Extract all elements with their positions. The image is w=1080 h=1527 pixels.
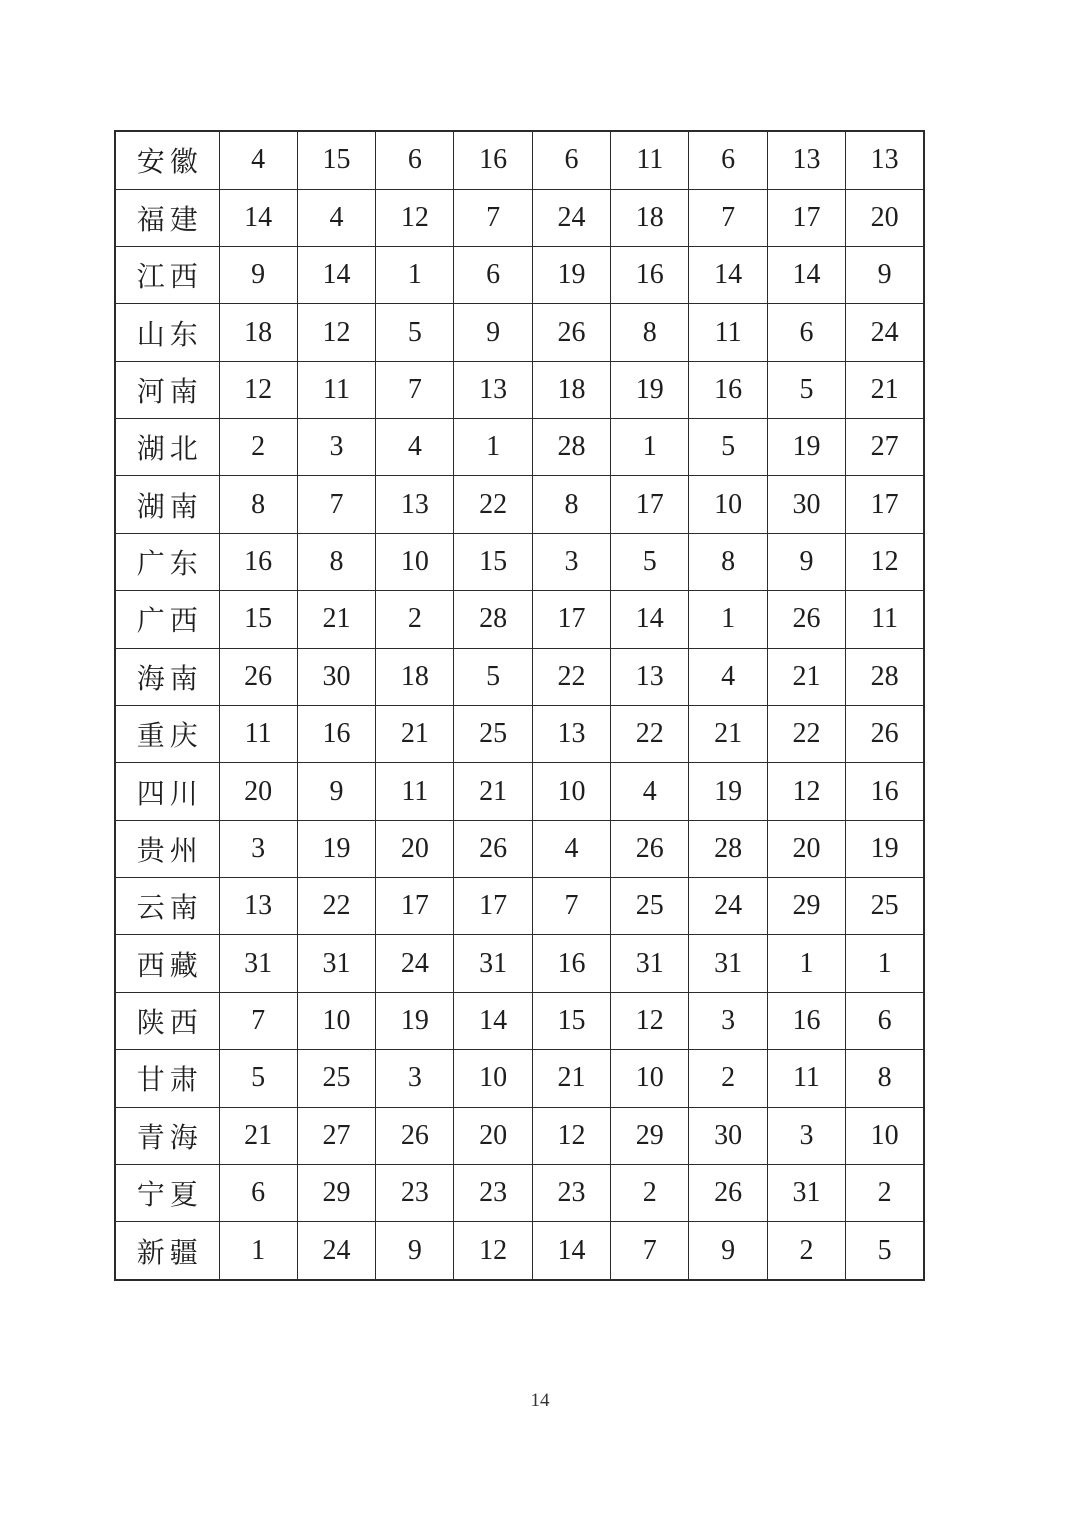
value-cell: 12 <box>376 189 454 246</box>
value-cell: 11 <box>689 304 767 361</box>
value-cell: 9 <box>454 304 532 361</box>
table-row <box>115 476 924 533</box>
province-label: 宁夏 <box>115 1164 219 1221</box>
value-cell: 7 <box>376 361 454 418</box>
value-cell: 1 <box>689 591 767 648</box>
value-cell: 12 <box>454 1222 532 1280</box>
value-cell: 28 <box>689 820 767 877</box>
value-cell: 31 <box>454 935 532 992</box>
value-cell: 21 <box>767 648 845 705</box>
value-cell: 9 <box>297 763 375 820</box>
value-cell: 2 <box>611 1164 689 1221</box>
value-cell: 23 <box>376 1164 454 1221</box>
value-cell: 12 <box>611 992 689 1049</box>
value-cell: 12 <box>219 361 297 418</box>
value-cell: 26 <box>376 1107 454 1164</box>
value-cell: 25 <box>297 1050 375 1107</box>
value-cell: 3 <box>376 1050 454 1107</box>
value-cell: 11 <box>219 705 297 762</box>
value-cell: 29 <box>767 878 845 935</box>
value-cell: 25 <box>611 878 689 935</box>
value-cell: 8 <box>219 476 297 533</box>
value-cell: 14 <box>689 246 767 303</box>
value-cell: 19 <box>532 246 610 303</box>
value-cell: 13 <box>846 131 924 189</box>
province-label: 广东 <box>115 533 219 590</box>
value-cell: 22 <box>767 705 845 762</box>
value-cell: 9 <box>376 1222 454 1280</box>
value-cell: 19 <box>846 820 924 877</box>
value-cell: 17 <box>454 878 532 935</box>
value-cell: 22 <box>611 705 689 762</box>
value-cell: 18 <box>219 304 297 361</box>
value-cell: 12 <box>297 304 375 361</box>
value-cell: 16 <box>532 935 610 992</box>
value-cell: 25 <box>454 705 532 762</box>
value-cell: 16 <box>454 131 532 189</box>
value-cell: 24 <box>297 1222 375 1280</box>
table-row <box>115 820 924 877</box>
province-label: 西藏 <box>115 935 219 992</box>
value-cell: 29 <box>297 1164 375 1221</box>
value-cell: 26 <box>611 820 689 877</box>
value-cell: 6 <box>532 131 610 189</box>
province-label: 广西 <box>115 591 219 648</box>
value-cell: 16 <box>767 992 845 1049</box>
table-body <box>115 131 924 1280</box>
value-cell: 20 <box>767 820 845 877</box>
value-cell: 6 <box>846 992 924 1049</box>
table-row <box>115 1164 924 1221</box>
value-cell: 24 <box>846 304 924 361</box>
table-row <box>115 533 924 590</box>
value-cell: 16 <box>846 763 924 820</box>
value-cell: 27 <box>846 419 924 476</box>
province-label: 福建 <box>115 189 219 246</box>
value-cell: 14 <box>611 591 689 648</box>
value-cell: 17 <box>532 591 610 648</box>
table-row <box>115 189 924 246</box>
value-cell: 8 <box>532 476 610 533</box>
value-cell: 19 <box>611 361 689 418</box>
value-cell: 31 <box>611 935 689 992</box>
value-cell: 24 <box>689 878 767 935</box>
value-cell: 15 <box>297 131 375 189</box>
value-cell: 19 <box>376 992 454 1049</box>
value-cell: 14 <box>767 246 845 303</box>
value-cell: 29 <box>611 1107 689 1164</box>
value-cell: 24 <box>532 189 610 246</box>
value-cell: 7 <box>532 878 610 935</box>
value-cell: 13 <box>611 648 689 705</box>
value-cell: 21 <box>846 361 924 418</box>
table-row <box>115 1222 924 1280</box>
table-row <box>115 1050 924 1107</box>
value-cell: 13 <box>767 131 845 189</box>
value-cell: 12 <box>767 763 845 820</box>
value-cell: 18 <box>376 648 454 705</box>
value-cell: 7 <box>219 992 297 1049</box>
value-cell: 13 <box>454 361 532 418</box>
value-cell: 13 <box>532 705 610 762</box>
value-cell: 20 <box>219 763 297 820</box>
value-cell: 20 <box>846 189 924 246</box>
value-cell: 3 <box>689 992 767 1049</box>
value-cell: 28 <box>846 648 924 705</box>
province-label: 甘肃 <box>115 1050 219 1107</box>
value-cell: 5 <box>376 304 454 361</box>
province-label: 湖南 <box>115 476 219 533</box>
value-cell: 21 <box>689 705 767 762</box>
value-cell: 15 <box>219 591 297 648</box>
value-cell: 27 <box>297 1107 375 1164</box>
value-cell: 26 <box>846 705 924 762</box>
value-cell: 18 <box>532 361 610 418</box>
province-label: 安徽 <box>115 131 219 189</box>
table-row <box>115 763 924 820</box>
value-cell: 17 <box>376 878 454 935</box>
province-label: 陕西 <box>115 992 219 1049</box>
table-row <box>115 361 924 418</box>
province-label: 贵州 <box>115 820 219 877</box>
value-cell: 25 <box>846 878 924 935</box>
value-cell: 5 <box>219 1050 297 1107</box>
value-cell: 13 <box>219 878 297 935</box>
value-cell: 21 <box>532 1050 610 1107</box>
province-label: 湖北 <box>115 419 219 476</box>
value-cell: 28 <box>454 591 532 648</box>
value-cell: 21 <box>454 763 532 820</box>
value-cell: 8 <box>689 533 767 590</box>
value-cell: 9 <box>219 246 297 303</box>
value-cell: 22 <box>532 648 610 705</box>
province-label: 青海 <box>115 1107 219 1164</box>
province-label: 山东 <box>115 304 219 361</box>
value-cell: 14 <box>454 992 532 1049</box>
value-cell: 11 <box>767 1050 845 1107</box>
value-cell: 10 <box>846 1107 924 1164</box>
table-row <box>115 419 924 476</box>
province-label: 四川 <box>115 763 219 820</box>
value-cell: 2 <box>376 591 454 648</box>
value-cell: 4 <box>219 131 297 189</box>
value-cell: 14 <box>297 246 375 303</box>
table-row <box>115 648 924 705</box>
value-cell: 4 <box>376 419 454 476</box>
value-cell: 16 <box>689 361 767 418</box>
value-cell: 24 <box>376 935 454 992</box>
value-cell: 7 <box>689 189 767 246</box>
value-cell: 10 <box>611 1050 689 1107</box>
table-row <box>115 304 924 361</box>
value-cell: 26 <box>767 591 845 648</box>
value-cell: 22 <box>297 878 375 935</box>
value-cell: 1 <box>376 246 454 303</box>
value-cell: 5 <box>846 1222 924 1280</box>
value-cell: 23 <box>454 1164 532 1221</box>
value-cell: 16 <box>219 533 297 590</box>
value-cell: 11 <box>611 131 689 189</box>
province-label: 海南 <box>115 648 219 705</box>
value-cell: 28 <box>532 419 610 476</box>
value-cell: 10 <box>454 1050 532 1107</box>
value-cell: 18 <box>611 189 689 246</box>
table-row <box>115 878 924 935</box>
value-cell: 1 <box>767 935 845 992</box>
value-cell: 26 <box>219 648 297 705</box>
value-cell: 8 <box>846 1050 924 1107</box>
province-label: 河南 <box>115 361 219 418</box>
value-cell: 17 <box>767 189 845 246</box>
value-cell: 5 <box>767 361 845 418</box>
value-cell: 4 <box>532 820 610 877</box>
value-cell: 23 <box>532 1164 610 1221</box>
table-row <box>115 131 924 189</box>
value-cell: 22 <box>454 476 532 533</box>
table-row <box>115 705 924 762</box>
value-cell: 14 <box>532 1222 610 1280</box>
value-cell: 31 <box>767 1164 845 1221</box>
value-cell: 10 <box>297 992 375 1049</box>
value-cell: 2 <box>219 419 297 476</box>
value-cell: 19 <box>767 419 845 476</box>
value-cell: 21 <box>219 1107 297 1164</box>
value-cell: 31 <box>689 935 767 992</box>
value-cell: 21 <box>297 591 375 648</box>
value-cell: 16 <box>297 705 375 762</box>
value-cell: 30 <box>767 476 845 533</box>
table-row <box>115 992 924 1049</box>
value-cell: 14 <box>219 189 297 246</box>
value-cell: 3 <box>219 820 297 877</box>
province-label: 云南 <box>115 878 219 935</box>
table-row <box>115 246 924 303</box>
table-row <box>115 935 924 992</box>
province-table <box>114 130 925 1281</box>
value-cell: 1 <box>454 419 532 476</box>
value-cell: 1 <box>611 419 689 476</box>
value-cell: 1 <box>846 935 924 992</box>
value-cell: 21 <box>376 705 454 762</box>
value-cell: 11 <box>297 361 375 418</box>
value-cell: 4 <box>611 763 689 820</box>
value-cell: 5 <box>454 648 532 705</box>
value-cell: 8 <box>611 304 689 361</box>
value-cell: 30 <box>689 1107 767 1164</box>
value-cell: 6 <box>767 304 845 361</box>
value-cell: 7 <box>297 476 375 533</box>
value-cell: 15 <box>454 533 532 590</box>
value-cell: 6 <box>219 1164 297 1221</box>
value-cell: 10 <box>376 533 454 590</box>
value-cell: 10 <box>532 763 610 820</box>
value-cell: 31 <box>297 935 375 992</box>
value-cell: 6 <box>454 246 532 303</box>
value-cell: 17 <box>846 476 924 533</box>
province-label: 新疆 <box>115 1222 219 1280</box>
value-cell: 26 <box>689 1164 767 1221</box>
value-cell: 30 <box>297 648 375 705</box>
value-cell: 2 <box>767 1222 845 1280</box>
value-cell: 2 <box>689 1050 767 1107</box>
value-cell: 3 <box>532 533 610 590</box>
value-cell: 4 <box>689 648 767 705</box>
province-label: 重庆 <box>115 705 219 762</box>
value-cell: 13 <box>376 476 454 533</box>
value-cell: 3 <box>297 419 375 476</box>
value-cell: 17 <box>611 476 689 533</box>
value-cell: 26 <box>454 820 532 877</box>
value-cell: 6 <box>376 131 454 189</box>
value-cell: 9 <box>767 533 845 590</box>
value-cell: 4 <box>297 189 375 246</box>
value-cell: 8 <box>297 533 375 590</box>
value-cell: 5 <box>689 419 767 476</box>
page-number: 14 <box>530 1390 550 1411</box>
value-cell: 10 <box>689 476 767 533</box>
table-row <box>115 1107 924 1164</box>
value-cell: 12 <box>532 1107 610 1164</box>
value-cell: 19 <box>689 763 767 820</box>
value-cell: 16 <box>611 246 689 303</box>
value-cell: 5 <box>611 533 689 590</box>
value-cell: 12 <box>846 533 924 590</box>
value-cell: 11 <box>376 763 454 820</box>
value-cell: 9 <box>689 1222 767 1280</box>
value-cell: 9 <box>846 246 924 303</box>
table-row <box>115 591 924 648</box>
province-label: 江西 <box>115 246 219 303</box>
value-cell: 1 <box>219 1222 297 1280</box>
value-cell: 7 <box>454 189 532 246</box>
value-cell: 7 <box>611 1222 689 1280</box>
value-cell: 31 <box>219 935 297 992</box>
value-cell: 20 <box>376 820 454 877</box>
value-cell: 19 <box>297 820 375 877</box>
value-cell: 11 <box>846 591 924 648</box>
value-cell: 26 <box>532 304 610 361</box>
value-cell: 2 <box>846 1164 924 1221</box>
value-cell: 6 <box>689 131 767 189</box>
value-cell: 3 <box>767 1107 845 1164</box>
value-cell: 15 <box>532 992 610 1049</box>
value-cell: 20 <box>454 1107 532 1164</box>
